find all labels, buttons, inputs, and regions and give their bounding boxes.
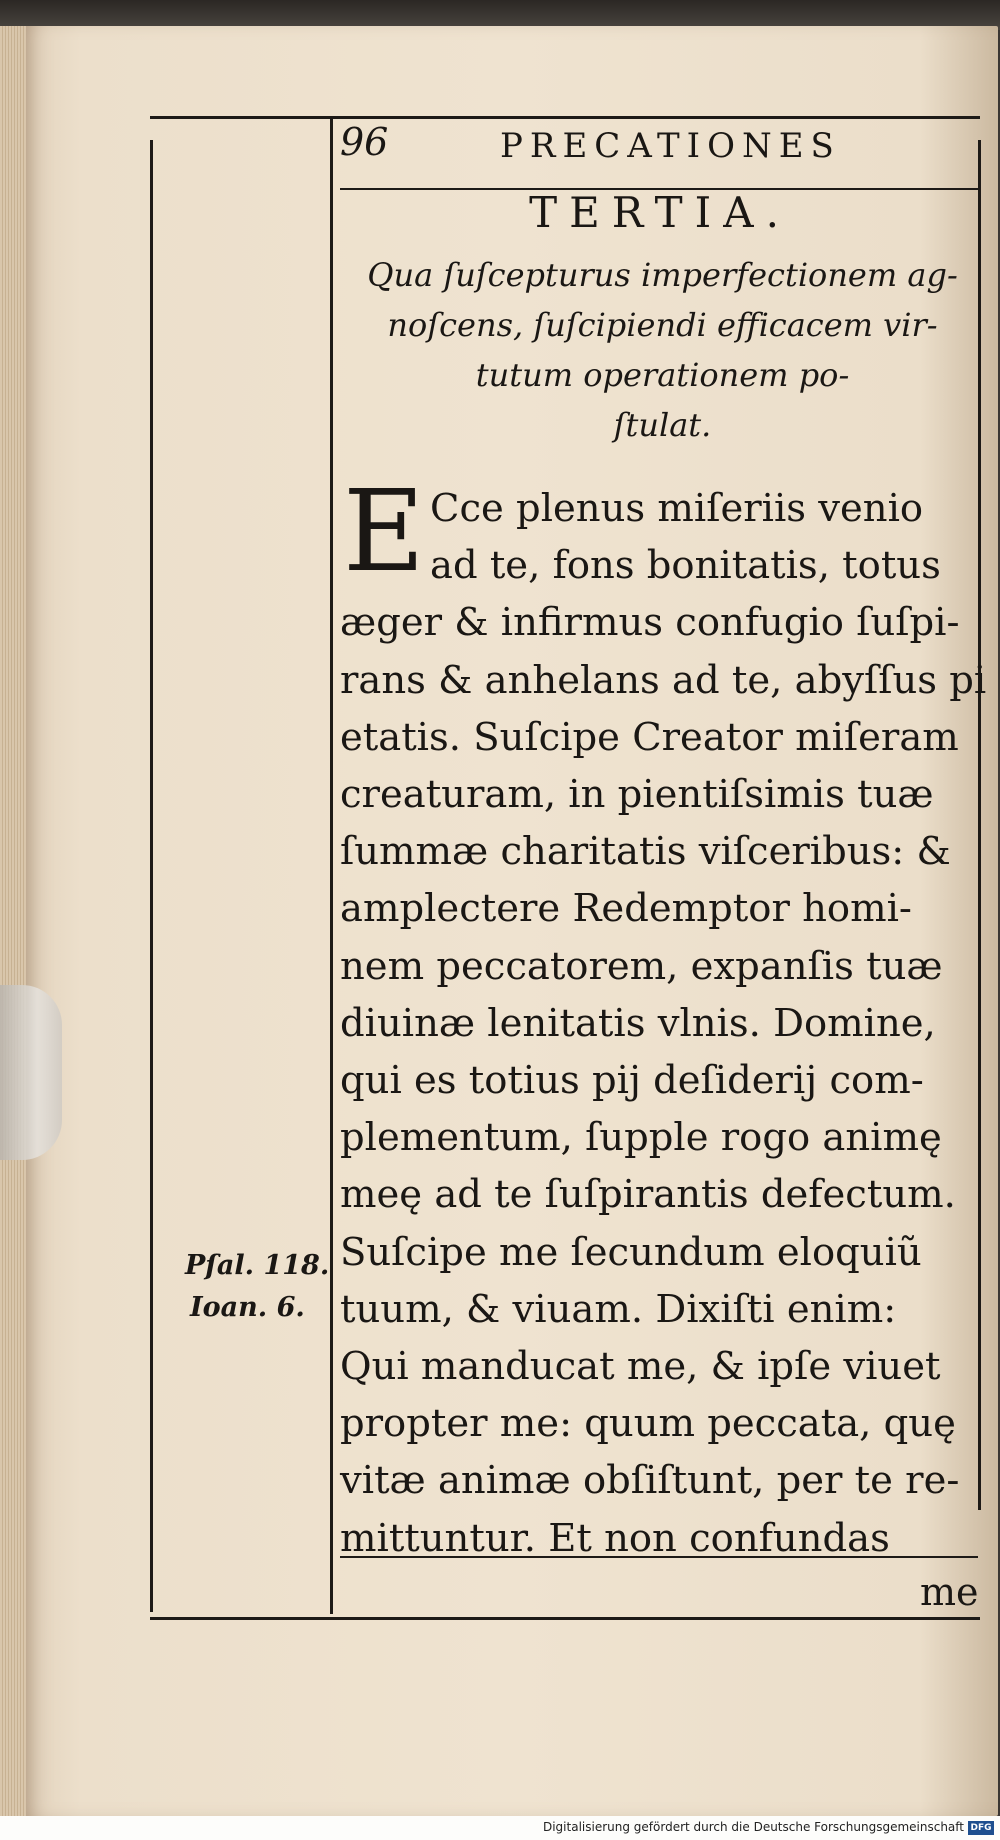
text-line: nem peccatorem, expanſis tuæ xyxy=(340,943,943,989)
text-line: mittuntur. Et non confundas xyxy=(340,1515,890,1561)
text-line: æger & infirmus confugio ſuſpi- xyxy=(340,600,960,646)
text-line: creaturam, in pientiſsimis tuæ xyxy=(340,772,934,818)
rubric-line: tutum operationem po- xyxy=(475,356,850,394)
margin-note-john: Ioan. 6. xyxy=(190,1292,305,1323)
text-line: qui es totius pij deſiderij com- xyxy=(340,1058,924,1104)
inner-margin-rule xyxy=(330,116,333,1614)
drop-cap: E xyxy=(343,467,425,597)
page-clip xyxy=(0,985,62,1160)
text-line: plementum, ſupple rogo animę xyxy=(340,1115,942,1161)
footer-credit: Digitalisierung gefördert durch die Deutsche Forschungsgemeinschaft xyxy=(542,1820,964,1834)
rubric-line: noſcens, ſuſcipiendi efficacem vir- xyxy=(387,306,938,344)
running-title: PRECATIONES xyxy=(500,126,841,166)
text-line: Cce plenus miſeriis venio xyxy=(430,486,924,531)
text-line: ad te, fons bonitatis, totus xyxy=(430,543,941,589)
text-line: vitæ animæ obſiſtunt, per te re- xyxy=(340,1458,960,1504)
rubric xyxy=(345,250,980,450)
outer-margin-rule xyxy=(150,140,153,1612)
text-line: Suſcipe me ſecundum eloquiũ xyxy=(340,1229,922,1275)
text-line: etatis. Suſcipe Creator miſeram xyxy=(340,714,959,760)
margin-note-psalm: Pſal. 118. xyxy=(185,1250,330,1281)
text-line: rans & anhelans ad te, abyſſus pi xyxy=(340,657,987,703)
catchword: me xyxy=(920,1570,979,1614)
text-line: propter me: quum peccata, quę xyxy=(340,1401,956,1447)
page-edge xyxy=(0,26,26,1816)
text-line: ſummæ charitatis viſceribus: & xyxy=(340,829,951,875)
text-line: tuum, & viuam. Dixiſti enim: xyxy=(340,1286,897,1332)
dfg-logo-icon: DFG xyxy=(968,1821,994,1835)
prayer-text xyxy=(340,480,987,1567)
text-line: Qui manducat me, & ipſe viuet xyxy=(340,1344,941,1390)
rubric-line: ſtulat. xyxy=(613,406,712,444)
section-title: TERTIA. xyxy=(529,188,791,237)
text-line: amplectere Redemptor homi- xyxy=(340,886,912,932)
text-line: meę ad te ſuſpirantis defectum. xyxy=(340,1172,956,1218)
page-number: 96 xyxy=(340,120,389,164)
text-line: diuinæ lenitatis vlnis. Domine, xyxy=(340,1000,936,1046)
rubric-line: Qua ſuſcepturus imperfectionem ag- xyxy=(367,256,958,294)
